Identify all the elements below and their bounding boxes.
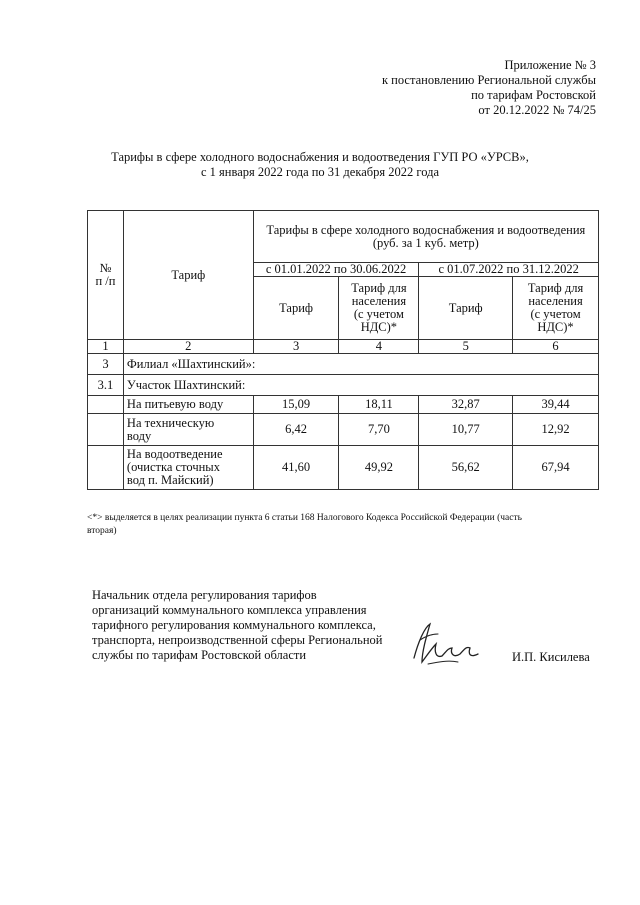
header-tariff-cell: Тариф (123, 211, 253, 340)
column-number-cell: 1 (88, 340, 124, 354)
column-number-cell: 6 (513, 340, 599, 354)
subheader-line: населения (528, 294, 583, 308)
row-number-cell (88, 446, 124, 490)
signatory-name: И.П. Кисилева (512, 650, 590, 664)
subheader-line: НДС)* (360, 320, 398, 334)
section-row (88, 375, 599, 396)
column-number-cell: 3 (253, 340, 339, 354)
row-number-cell (88, 414, 124, 446)
row-name-line: На водоотведение (126, 447, 223, 461)
position-line: организаций коммунального комплекса управления (92, 603, 367, 617)
value-cell: 41,60 (253, 446, 339, 490)
branch-row (88, 354, 599, 375)
column-number-cell: 5 (419, 340, 513, 354)
value-cell: 49,92 (339, 446, 419, 490)
row-number-cell (88, 396, 124, 414)
table-header-row (88, 211, 599, 263)
subheader-line: НДС)* (537, 320, 574, 334)
row-name-line: На техническую (126, 415, 215, 430)
branch-number-cell: 3 (88, 354, 124, 375)
appendix-line: по тарифам Ростовской (471, 88, 596, 102)
document-title (0, 150, 640, 180)
appendix-header (382, 58, 596, 118)
header-number-sublabel: п /п (95, 274, 116, 288)
row-name-line: вод п. Майский) (126, 473, 214, 487)
period-cell: с 01.07.2022 по 31.12.2022 (419, 263, 599, 277)
appendix-line: от 20.12.2022 № 74/25 (478, 103, 596, 117)
position-line: транспорта, непроизводственной сферы Региональной (92, 633, 383, 647)
appendix-line: к постановлению Региональной службы (381, 73, 596, 87)
subheader-tariff-cell: Тариф (253, 277, 339, 340)
signatory-position (92, 588, 392, 663)
section-number-cell: 3.1 (88, 375, 124, 396)
value-cell: 10,77 (419, 414, 513, 446)
row-name-cell (123, 446, 253, 490)
subheader-line: (с учетом (530, 307, 581, 321)
value-cell: 56,62 (419, 446, 513, 490)
subheader-population-cell (339, 277, 419, 340)
title-line: с 1 января 2022 года по 31 декабря 2022 года (200, 165, 439, 179)
row-name-cell (123, 414, 253, 446)
header-number-cell (88, 211, 124, 340)
header-group-line: Тарифы в сфере холодного водоснабжения и водоотведения (266, 222, 586, 237)
value-cell: 32,87 (419, 396, 513, 414)
period-cell: с 01.01.2022 по 30.06.2022 (253, 263, 419, 277)
footnote (87, 512, 607, 538)
position-line: Начальник отдела регулирования тарифов (92, 588, 317, 602)
subheader-line: населения (351, 294, 407, 308)
value-cell: 67,94 (513, 446, 599, 490)
title-line: Тарифы в сфере холодного водоснабжения и водоотведения ГУП РО «УРСВ», (111, 150, 529, 164)
subheader-line: (с учетом (353, 307, 404, 321)
row-name-cell: На питьевую воду (123, 396, 253, 414)
column-numbers-row (88, 340, 599, 354)
column-number-cell: 2 (123, 340, 253, 354)
value-cell: 15,09 (253, 396, 339, 414)
section-name-cell: Участок Шахтинский: (123, 375, 598, 396)
value-cell: 6,42 (253, 414, 339, 446)
footnote-line: <*> выделяется в целях реализации пункта 6 статьи 168 Налогового Кодекса Российской Федерации (часть (87, 513, 522, 523)
column-number-cell: 4 (339, 340, 419, 354)
table-row (88, 414, 599, 446)
subheader-tariff-cell: Тариф (419, 277, 513, 340)
value-cell: 12,92 (513, 414, 599, 446)
branch-name-cell: Филиал «Шахтинский»: (123, 354, 598, 375)
header-group-line: (руб. за 1 куб. метр) (372, 235, 479, 250)
handwritten-signature (408, 618, 488, 675)
tariffs-table (87, 210, 599, 490)
header-group-cell (253, 211, 598, 263)
footnote-line: вторая) (87, 526, 117, 536)
position-line: тарифного регулирования коммунального комплекса, (92, 618, 376, 632)
value-cell: 18,11 (339, 396, 419, 414)
value-cell: 39,44 (513, 396, 599, 414)
subheader-population-cell (513, 277, 599, 340)
subheader-line: Тариф для (351, 281, 407, 295)
subheader-line: Тариф для (527, 281, 584, 295)
row-name-line: (очистка сточных (126, 460, 220, 474)
table-row (88, 446, 599, 490)
appendix-line: Приложение № 3 (504, 58, 596, 72)
position-line: службы по тарифам Ростовской области (92, 648, 307, 662)
table-row (88, 396, 599, 414)
header-number-label: № (99, 261, 112, 275)
row-name-line: воду (126, 428, 152, 443)
value-cell: 7,70 (339, 414, 419, 446)
